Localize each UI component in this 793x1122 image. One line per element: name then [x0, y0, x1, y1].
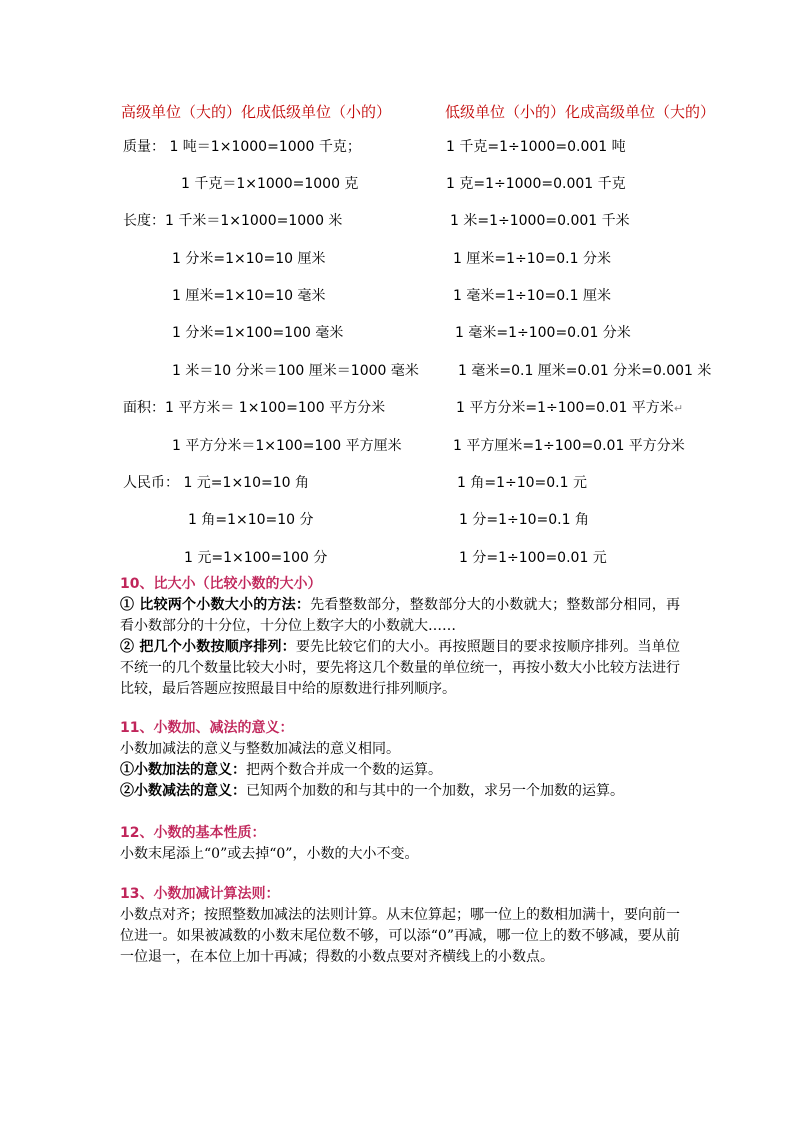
paragraph: 小数加减法的意义与整数加减法的意义相同。	[120, 741, 400, 757]
conversion-right: 1 千克=1÷1000=0.001 吨	[446, 139, 626, 155]
conversion-right: 1 毫米=1÷100=0.01 分米	[455, 325, 631, 341]
conversion-left: 人民币： 1 元=1×10=10 角	[123, 475, 309, 491]
conversion-right: 1 毫米=0.1 厘米=0.01 分米=0.001 米	[458, 363, 712, 379]
conversion-right: 1 平方厘米=1÷100=0.01 平方分米	[453, 438, 685, 454]
section-11	[120, 718, 680, 802]
header-left: 高级单位（大的）化成低级单位（小的）	[121, 103, 392, 121]
conversion-left: 1 角=1×10=10 分	[188, 512, 314, 528]
paragraph: ① 比较两个小数大小的方法：先看整数部分，整数部分大的小数就大；整数部分相同，再看小数部分的十分位，十分位上数字大的小数就大……	[120, 597, 681, 634]
conversion-left: 1 厘米=1×10=10 毫米	[172, 288, 326, 304]
section-12	[120, 823, 680, 865]
section-title: 13、小数加减计算法则：	[120, 886, 280, 902]
conversion-left: 质量： 1 吨＝1×1000=1000 千克；	[123, 139, 361, 155]
conversion-left: 1 分米=1×100=100 毫米	[172, 325, 344, 341]
conversion-right: 1 毫米=1÷10=0.1 厘米	[453, 288, 611, 304]
section-title: 11、小数加、减法的意义：	[120, 720, 294, 736]
conversion-left: 1 元=1×100=100 分	[184, 550, 328, 566]
conversion-right: 1 分=1÷100=0.01 元	[459, 550, 607, 566]
conversion-right: 1 厘米=1÷10=0.1 分米	[453, 251, 611, 267]
section-title: 12、小数的基本性质：	[120, 825, 266, 841]
conversion-left: 1 米＝10 分米＝100 厘米＝1000 毫米	[172, 363, 419, 379]
paragraph-mark: ↵	[673, 402, 684, 415]
paragraph: ② 把几个小数按顺序排列：要先比较它们的大小。再按照题目的要求按顺序排列。当单位不统一的几个数量比较大小时，要先将这几个数量的单位统一，再按小数大小比较方法进行比较，最后答题应按照最目中给的原数进行排列顺序。	[120, 639, 681, 697]
section-title: 10、比大小（比较小数的大小）	[120, 576, 322, 592]
conversion-left: 1 平方分米＝1×100=100 平方厘米	[172, 438, 402, 454]
conversion-right: 1 分=1÷10=0.1 角	[459, 512, 589, 528]
paragraph: ②小数减法的意义：已知两个加数的和与其中的一个加数，求另一个加数的运算。	[120, 783, 624, 799]
conversion-right: 1 平方分米=1÷100=0.01 平方米↵	[456, 400, 684, 416]
conversion-right: 1 克=1÷1000=0.001 千克	[446, 176, 626, 192]
section-13	[120, 884, 680, 968]
conversion-left: 1 分米=1×10=10 厘米	[172, 251, 326, 267]
conversion-right: 1 角=1÷10=0.1 元	[457, 475, 587, 491]
paragraph: 小数末尾添上“0”或去掉“0”，小数的大小不变。	[120, 846, 419, 862]
paragraph: 小数点对齐；按照整数加减法的法则计算。从末位算起；哪一位上的数相加满十，要向前一位进一。如果被减数的小数末尾位数不够，可以添“0”再减，哪一位上的数不够减，要从前一位退一，在本位上加十再减；得数的小数点要对齐横线上的小数点。	[120, 907, 680, 965]
conversion-left: 1 千克＝1×1000=1000 克	[181, 176, 359, 192]
conversion-right: 1 米=1÷1000=0.001 千米	[450, 213, 630, 229]
conversion-left: 长度：1 千米＝1×1000=1000 米	[123, 213, 343, 229]
conversion-left: 面积：1 平方米＝ 1×100=100 平方分米	[123, 400, 386, 416]
paragraph: ①小数加法的意义：把两个数合并成一个数的运算。	[120, 762, 442, 778]
header-right: 低级单位（小的）化成高级单位（大的）	[445, 103, 716, 121]
section-10	[120, 574, 680, 700]
